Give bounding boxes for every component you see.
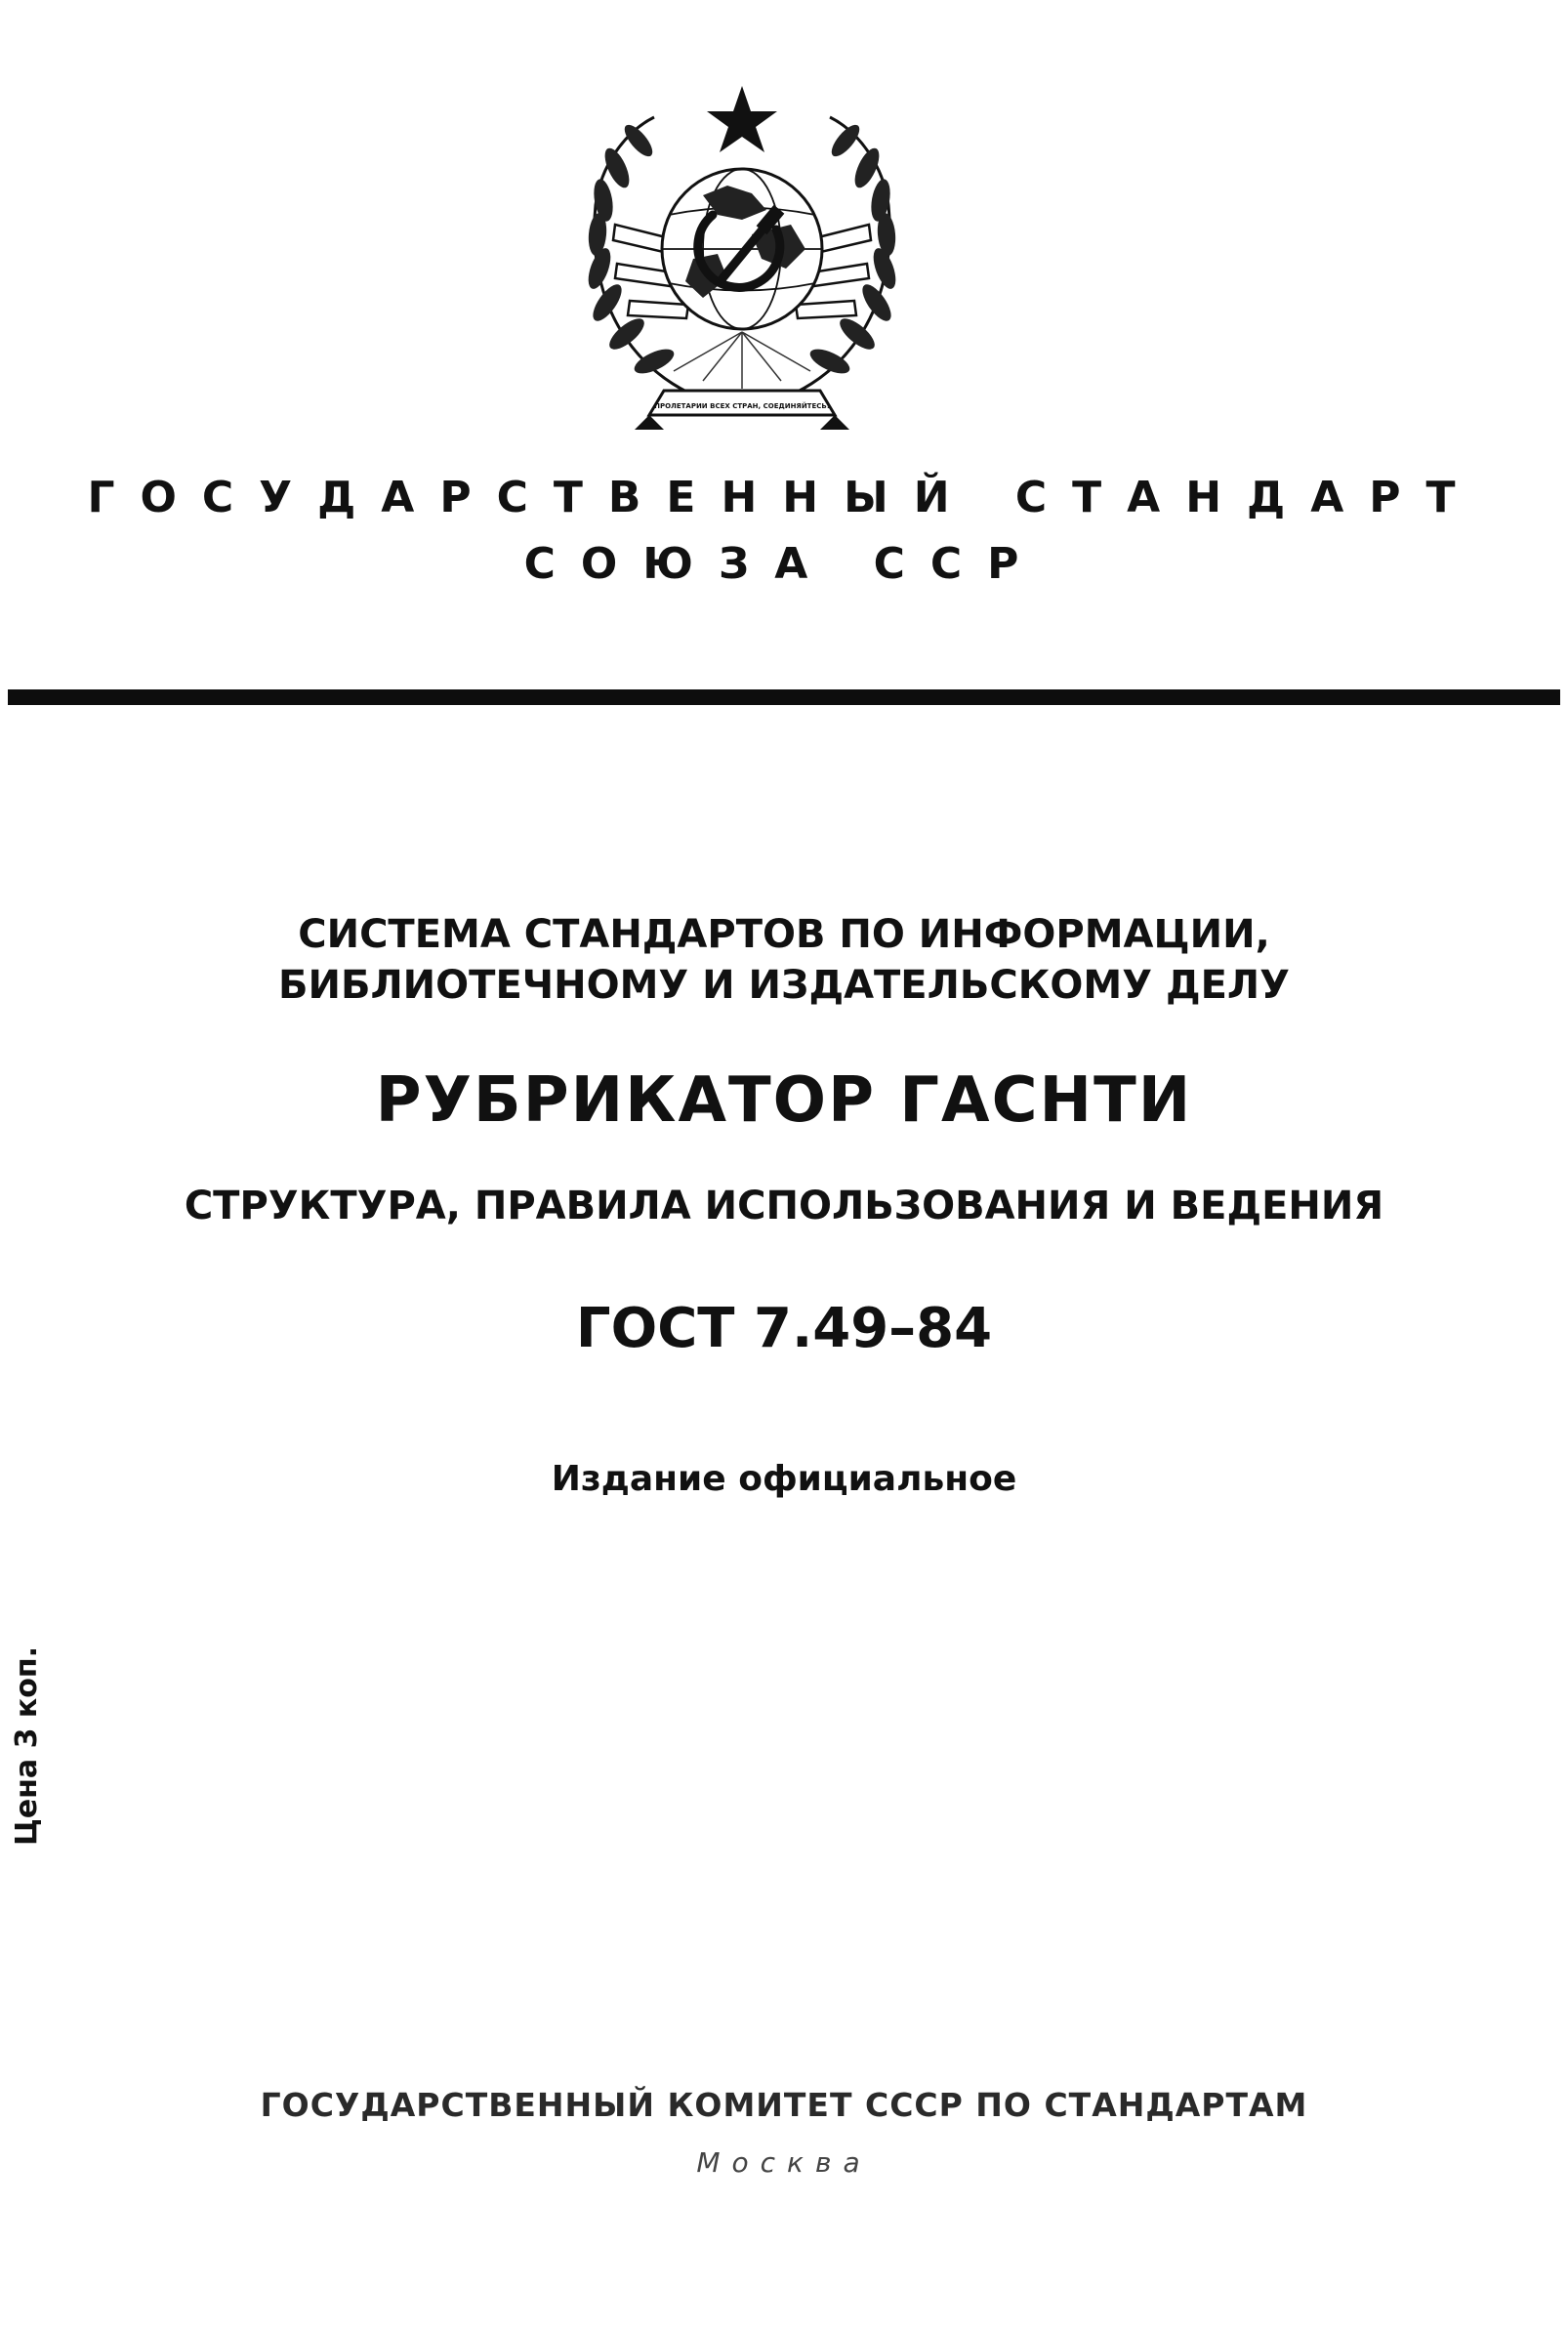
- series-title-line-1: СИСТЕМА СТАНДАРТОВ ПО ИНФОРМАЦИИ,: [298, 912, 1270, 957]
- publisher-city: Москва: [696, 2146, 872, 2179]
- header-divider-rule: [8, 689, 1560, 705]
- publisher-name: ГОСУДАРСТВЕННЫЙ КОМИТЕТ СССР ПО СТАНДАРТАМ: [260, 2086, 1308, 2124]
- price-label: Цена 3 коп.: [10, 1645, 44, 1846]
- ussr-state-emblem-icon: [557, 78, 928, 449]
- header-line-1: ГОСУДАРСТВЕННЫЙ СТАНДАРТ: [87, 473, 1481, 522]
- series-title-line-2: БИБЛИОТЕЧНОМУ И ИЗДАТЕЛЬСКОМУ ДЕЛУ: [278, 963, 1290, 1008]
- header-line-2: СОЮЗА ССР: [523, 539, 1045, 589]
- gost-number: ГОСТ 7.49–84: [575, 1297, 993, 1360]
- document-subtitle: СТРУКТУРА, ПРАВИЛА ИСПОЛЬЗОВАНИЯ И ВЕДЕНИЯ: [184, 1184, 1384, 1228]
- document-title: РУБРИКАТОР ГАСНТИ: [375, 1064, 1193, 1137]
- emblem-ribbon-text: ПРОЛЕТАРИИ ВСЕХ СТРАН, СОЕДИНЯЙТЕСЬ!: [654, 402, 830, 410]
- edition-note: Издание официальное: [551, 1459, 1017, 1499]
